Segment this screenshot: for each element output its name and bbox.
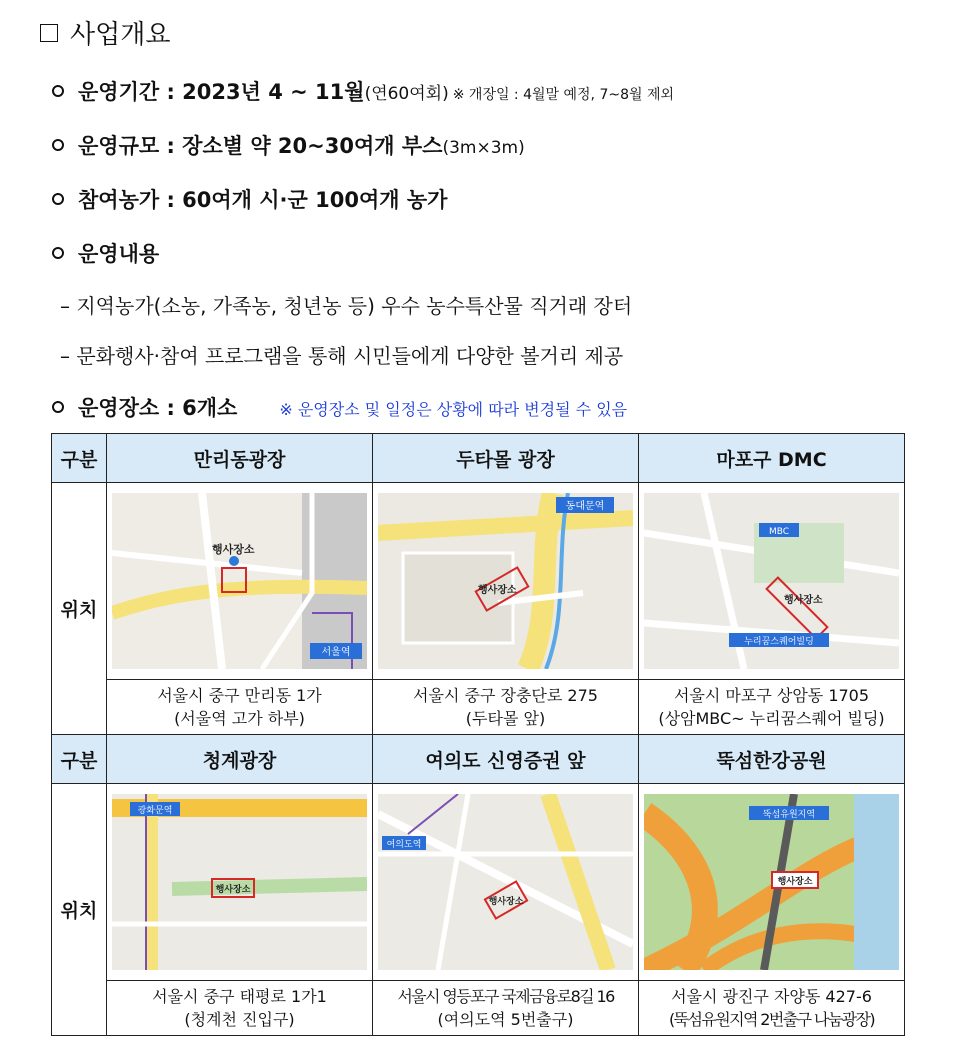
map-manri — [112, 493, 367, 669]
table-row — [52, 981, 905, 1036]
circle-bullet-icon — [52, 85, 64, 97]
map-station-label: 뚝섬유원지역 — [762, 810, 816, 820]
map-cell — [639, 483, 905, 680]
map-marker-label: 행사장소 — [478, 585, 517, 596]
map-cell — [373, 784, 639, 981]
map-marker-label: 행사장소 — [212, 543, 255, 556]
section-heading — [40, 14, 170, 51]
table-header-row — [52, 434, 905, 483]
bullet-period: 운영기간 : 2023년 4 ~ 11월 (연60여회) ※ 개장일 : 4월말 예정, 7~8월 제외 — [52, 76, 674, 106]
bullet-venues: 운영장소 : 6개소 ※ 운영장소 및 일정은 상황에 따라 변경될 수 있음 — [52, 392, 627, 422]
map-ttukseom — [644, 794, 899, 970]
map-cell — [639, 784, 905, 981]
venue-address: 서울시 중구 태평로 1가1 (청계천 진입구) — [107, 981, 373, 1036]
header-label: 구분 — [52, 434, 107, 483]
venue-name: 뚝섬한강공원 — [639, 735, 905, 784]
map-doota — [378, 493, 633, 669]
map-yeouido — [378, 794, 633, 970]
bullet-scale: 운영규모 : 장소별 약 20~30여개 부스 (3m×3m) — [52, 130, 525, 160]
map-station-label: 서울역 — [321, 647, 351, 658]
header-label: 구분 — [52, 735, 107, 784]
content-item: – 지역농가(소농, 가족농, 청년농 등) 우수 농수특산물 직거래 장터 — [60, 294, 633, 318]
venue-name: 만리동광장 — [107, 434, 373, 483]
map-station-label: 누리꿈스퀘어빌딩 — [744, 637, 814, 647]
map-cell — [107, 784, 373, 981]
venue-name: 두타몰 광장 — [373, 434, 639, 483]
venue-address: 서울시 광진구 자양동 427-6 (뚝섬유원지역 2번출구 나눔광장) — [639, 981, 905, 1036]
map-cell — [107, 483, 373, 680]
table-header-row — [52, 735, 905, 784]
location-label: 위치 — [52, 483, 107, 735]
venue-address: 서울시 영등포구 국제금융로8길 16 (여의도역 5번출구) — [373, 981, 639, 1036]
venue-name: 여의도 신영증권 앞 — [373, 735, 639, 784]
map-cheonggye — [112, 794, 367, 970]
table-row — [52, 483, 905, 680]
circle-bullet-icon — [52, 247, 64, 259]
circle-bullet-icon — [52, 401, 64, 413]
map-marker-label: 행사장소 — [488, 897, 524, 907]
heading-text: 사업개요 — [70, 20, 171, 50]
bullet-farms: 참여농가 : 60여개 시·군 100여개 농가 — [52, 184, 447, 214]
map-dmc — [644, 493, 899, 669]
venue-address: 서울시 마포구 상암동 1705 (상암MBC~ 누리꿈스퀘어 빌딩) — [639, 680, 905, 735]
bullet-content: 운영내용 — [52, 238, 159, 268]
map-cell — [373, 483, 639, 680]
content-item: – 문화행사·참여 프로그램을 통해 시민들에게 다양한 볼거리 제공 — [60, 344, 624, 368]
venue-name: 마포구 DMC — [639, 434, 905, 483]
table-row — [52, 784, 905, 981]
map-station-label: 여의도역 — [386, 840, 422, 850]
checkbox-icon — [40, 24, 58, 42]
map-station-label: MBC — [768, 527, 790, 537]
venue-name: 청계광장 — [107, 735, 373, 784]
circle-bullet-icon — [52, 193, 64, 205]
map-marker-label: 행사장소 — [215, 885, 251, 895]
map-station-label: 광화문역 — [137, 806, 173, 816]
venue-address: 서울시 중구 장충단로 275 (두타몰 앞) — [373, 680, 639, 735]
map-station-label: 동대문역 — [565, 501, 605, 512]
map-marker-label: 행사장소 — [777, 877, 813, 887]
venue-address: 서울시 중구 만리동 1가 (서울역 고가 하부) — [107, 680, 373, 735]
venue-table — [51, 433, 905, 1036]
map-marker-label: 행사장소 — [784, 595, 823, 606]
location-label: 위치 — [52, 784, 107, 1036]
circle-bullet-icon — [52, 139, 64, 151]
table-row — [52, 680, 905, 735]
